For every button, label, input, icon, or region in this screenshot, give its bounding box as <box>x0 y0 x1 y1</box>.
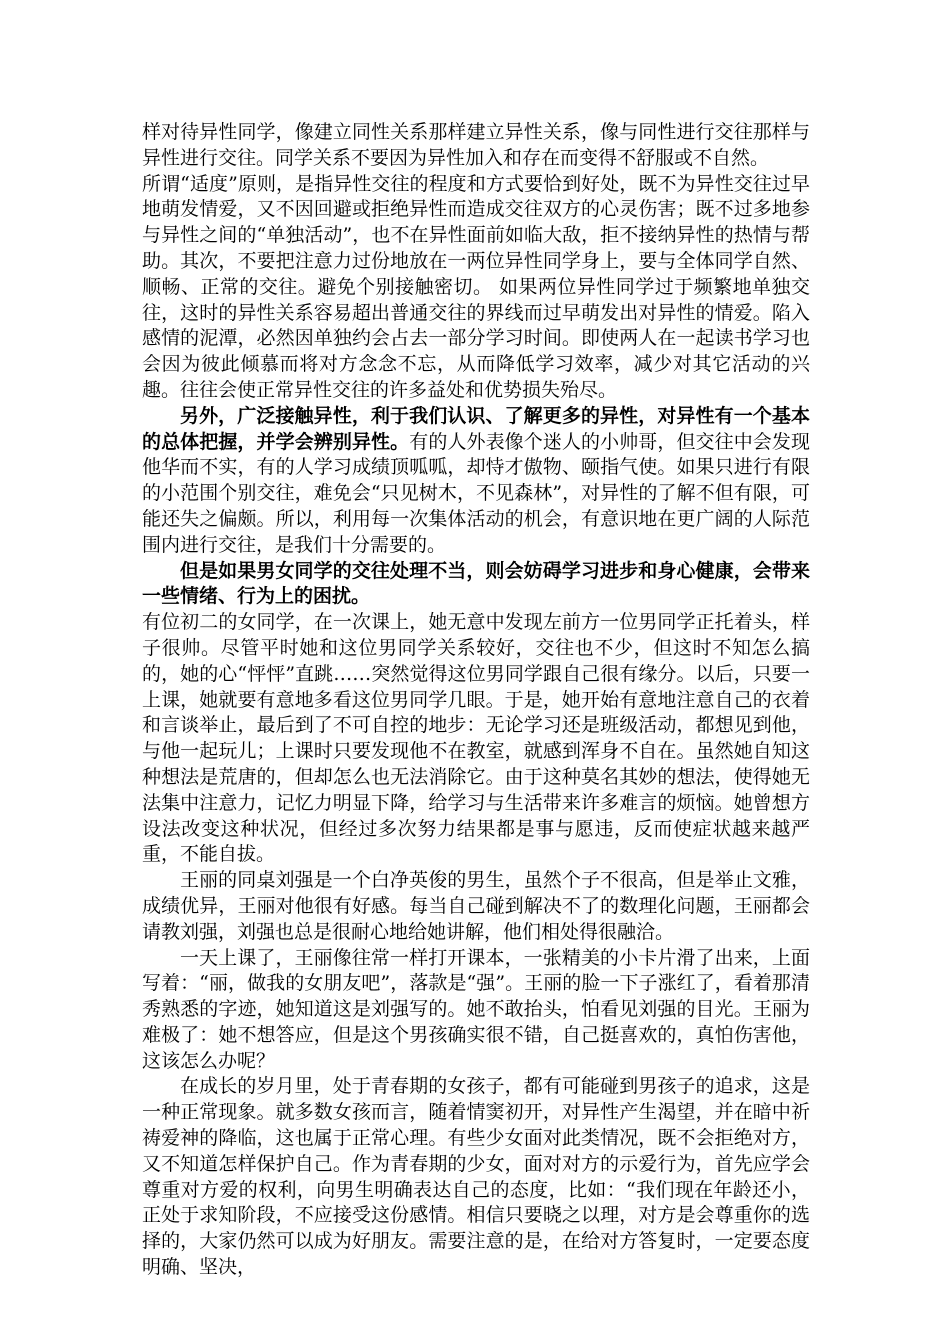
paragraph-4-bold-lead: 但是如果男女同学的交往处理不当，则会妨碍学习进步和身心健康，会带来一些情绪、行为上的困扰。 <box>142 559 810 608</box>
paragraph-3-bold-lead: 另外，广泛接触异性，利于我们认识、了解更多的异性，对异性有一个基本的总体把握，并学会辨别异性。 <box>142 404 810 453</box>
paragraph-7 <box>142 946 810 1075</box>
paragraph-3-text: 有的人外表像个迷人的小帅哥，但交往中会发现他华而不实，有的人学习成绩顶呱呱，却恃才傲物、颐指气使。如果只进行有限的小范围个别交往，难免会“只见树木，不见森林”，对异性的了解不但有限，可能还失之偏颇。所以，利用每一次集体活动的机会，有意识地在更广阔的人际范围内进行交往，是我们十分需要的。 <box>142 430 810 556</box>
paragraph-4 <box>142 559 810 611</box>
paragraph-7-text: 一天上课了，王丽像往常一样打开课本，一张精美的小卡片滑了出来，上面写着：“丽，做我的女朋友吧”，落款是“强”。王丽的脸一下子涨红了，看着那清秀熟悉的字迹，她知道这是刘强写的。她不敢抬头，怕看见刘强的目光。王丽为难极了：她不想答应，但是这个男孩确实很不错，自己挺喜欢的，真怕伤害他，这该怎么办呢？ <box>142 946 810 1072</box>
document-page <box>142 120 810 1281</box>
paragraph-1 <box>142 120 810 172</box>
paragraph-5 <box>142 610 810 868</box>
paragraph-6 <box>142 868 810 945</box>
paragraph-6-text: 王丽的同桌刘强是一个白净英俊的男生，虽然个子不很高，但是举止文雅，成绩优异，王丽对他很有好感。每当自己碰到解决不了的数理化问题，王丽都会请教刘强，刘强也总是很耐心地给她讲解，他们相处得很融洽。 <box>142 869 810 943</box>
paragraph-3 <box>142 404 810 559</box>
paragraph-5-text: 有位初二的女同学，在一次课上，她无意中发现左前方一位男同学正托着头，样子很帅。尽管平时她和这位男同学关系较好，交往也不少，但这时不知怎么搞的，她的心“怦怦”直跳……突然觉得这位男同学跟自己很有缘分。以后，只要一上课，她就要有意地多看这位男同学几眼。于是，她开始有意地注意自己的衣着和言谈举止，最后到了不可自控的地步：无论学习还是班级活动，都想见到他，与他一起玩儿；上课时只要发现他不在教室，就感到浑身不自在。虽然她自知这种想法是荒唐的，但却怎么也无法消除它。由于这种莫名其妙的想法，使得她无法集中注意力，记忆力明显下降，给学习与生活带来许多难言的烦恼。她曾想方设法改变这种状况，但经过多次努力结果都是事与愿违，反而使症状越来越严重，不能自拔。 <box>142 611 810 866</box>
paragraph-2 <box>142 172 810 404</box>
paragraph-8-text: 在成长的岁月里，处于青春期的女孩子，都有可能碰到男孩子的追求，这是一种正常现象。就多数女孩而言，随着情窦初开，对异性产生渴望，并在暗中祈祷爱神的降临，这也属于正常心理。有些少女面对此类情况，既不会拒绝对方，又不知道怎样保护自己。作为青春期的少女，面对对方的示爱行为，首先应学会尊重对方爱的权利，向男生明确表达自己的态度，比如：“我们现在年龄还小，正处于求知阶段，不应接受这份感情。相信只要晓之以理，对方是会尊重你的选择的，大家仍然可以成为好朋友。需要注意的是，在给对方答复时，一定要态度明确、坚决， <box>142 1075 810 1279</box>
paragraph-8 <box>142 1074 810 1280</box>
paragraph-2-text: 所谓“适度”原则，是指异性交往的程度和方式要恰到好处，既不为异性交往过早地萌发情爱，又不因回避或拒绝异性而造成交往双方的心灵伤害；既不过多地参与异性之间的“单独活动”，也不在异性面前如临大敌，拒不接纳异性的热情与帮助。其次，不要把注意力过份地放在一两位异性同学身上，要与全体同学自然、顺畅、正常的交往。避免个别接触密切。 如果两位异性同学过于频繁地单独交往，这时的异性关系容易超出普通交往的界线而过早萌发出对异性的情爱。陷入感情的泥潭，必然因单独约会占去一部分学习时间。即使两人在一起读书学习也会因为彼此倾慕而将对方念念不忘，从而降低学习效率，减少对其它活动的兴趣。往往会使正常异性交往的许多益处和优势损失殆尽。 <box>142 172 810 401</box>
paragraph-1-text: 样对待异性同学，像建立同性关系那样建立异性关系，像与同性进行交往那样与异性进行交往。同学关系不要因为异性加入和存在而变得不舒服或不自然。 <box>142 121 810 169</box>
